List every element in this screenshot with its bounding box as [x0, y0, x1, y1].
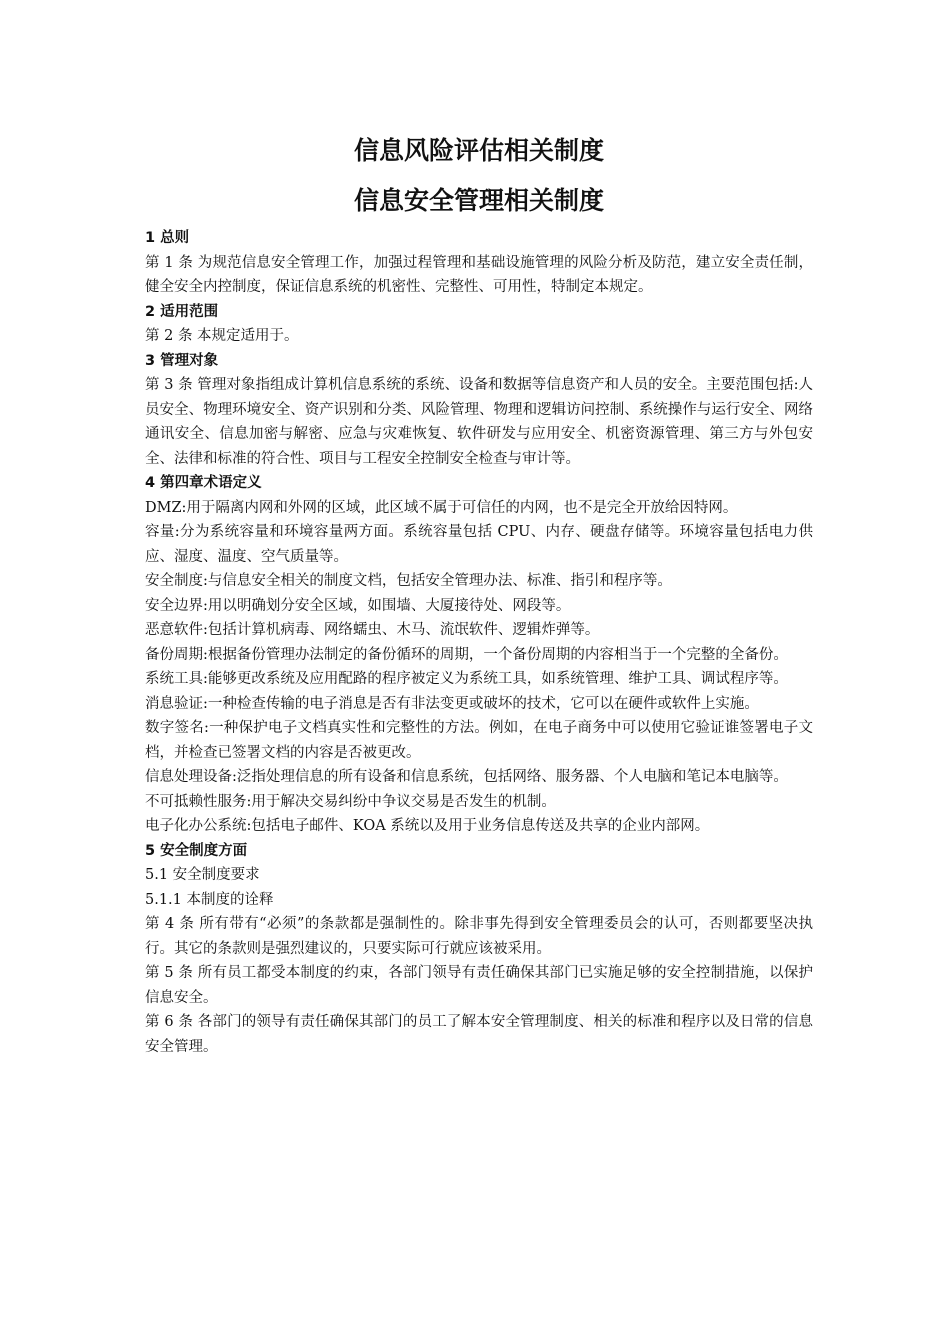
term-backup-cycle: 备份周期:根据备份管理办法制定的备份循环的周期，一个备份周期的内容相当于一个完整的全备份。	[145, 646, 788, 663]
term-dmz: DMZ:用于隔离内网和外网的区域，此区域不属于可信任的内网，也不是完全开放给因特网。	[145, 499, 738, 516]
term-message-auth: 消息验证:一种检查传输的电子消息是否有非法变更或破坏的技术，它可以在硬件或软件上实施。	[145, 695, 759, 712]
article-3: 第 3 条 管理对象指组成计算机信息系统的系统、设备和数据等信息资产和人员的安全。主要范围包括:人员安全、物理环境安全、资产识别和分类、风险管理、物理和逻辑访问控制、系统操作与运行安全、网络通讯安全、信息加密与解密、应急与灾难恢复、软件研发与应用安全、机密资源管理、第三方与外包安全、法律和标准的符合性、项目与工程安全控制安全检查与审计等。	[145, 377, 813, 467]
term-security-policy: 安全制度:与信息安全相关的制度文档，包括安全管理办法、标准、指引和程序等。	[145, 573, 672, 589]
article-6: 第 6 条 各部门的领导有责任确保其部门的员工了解本安全管理制度、相关的标准和程序以及日常的信息安全管理。	[145, 1014, 813, 1055]
section-2-heading: 2 适用范围	[145, 303, 219, 320]
article-4: 第 4 条 所有带有“必须”的条款都是强制性的。除非事先得到安全管理委员会的认可，否则都要坚决执行。其它的条款则是强烈建议的，只要实际可行就应该被采用。	[145, 916, 813, 957]
article-1: 第 1 条 为规范信息安全管理工作，加强过程管理和基础设施管理的风险分析及防范，建立安全责任制，健全安全内控制度，保证信息系统的机密性、完整性、可用性，特制定本规定。	[145, 254, 813, 295]
article-5: 第 5 条 所有员工都受本制度的约束，各部门领导有责任确保其部门已实施足够的安全控制措施，以保护信息安全。	[145, 965, 813, 1006]
document-subtitle: 信息安全管理相关制度	[353, 186, 604, 215]
term-capacity: 容量:分为系统容量和环境容量两方面。系统容量包括 CPU、内存、硬盘存储等。环境容量包括电力供应、湿度、温度、空气质量等。	[145, 524, 813, 565]
subsection-5-1-1: 5.1.1 本制度的诠释	[145, 891, 274, 908]
document-title: 信息风险评估相关制度	[353, 136, 604, 165]
section-3-heading: 3 管理对象	[145, 352, 219, 369]
section-5-heading: 5 安全制度方面	[145, 842, 248, 859]
section-1-heading: 1 总则	[145, 230, 190, 246]
term-system-tools: 系统工具:能够更改系统及应用配路的程序被定义为系统工具，如系统管理、维护工具、调试程序等。	[145, 671, 788, 687]
subsection-5-1: 5.1 安全制度要求	[145, 867, 260, 883]
article-2: 第 2 条 本规定适用于。	[145, 328, 299, 344]
term-info-processing: 信息处理设备:泛指处理信息的所有设备和信息系统，包括网络、服务器、个人电脑和笔记本电脑等。	[145, 769, 788, 785]
term-digital-signature: 数字签名:一种保护电子文档真实性和完整性的方法。例如，在电子商务中可以使用它验证谁签署电子文档，并检查已签署文档的内容是否被更改。	[145, 720, 813, 761]
section-4-heading: 4 第四章术语定义	[145, 475, 262, 491]
term-e-office: 电子化办公系统:包括电子邮件、KOA 系统以及用于业务信息传送及共享的企业内部网。	[145, 818, 710, 834]
term-malware: 恶意软件:包括计算机病毒、网络蠕虫、木马、流氓软件、逻辑炸弹等。	[145, 622, 600, 638]
term-non-repudiation: 不可抵赖性服务:用于解决交易纠纷中争议交易是否发生的机制。	[145, 793, 556, 810]
document-page	[145, 132, 813, 1059]
term-security-boundary: 安全边界:用以明确划分安全区域，如围墙、大厦接待处、网段等。	[145, 597, 571, 614]
